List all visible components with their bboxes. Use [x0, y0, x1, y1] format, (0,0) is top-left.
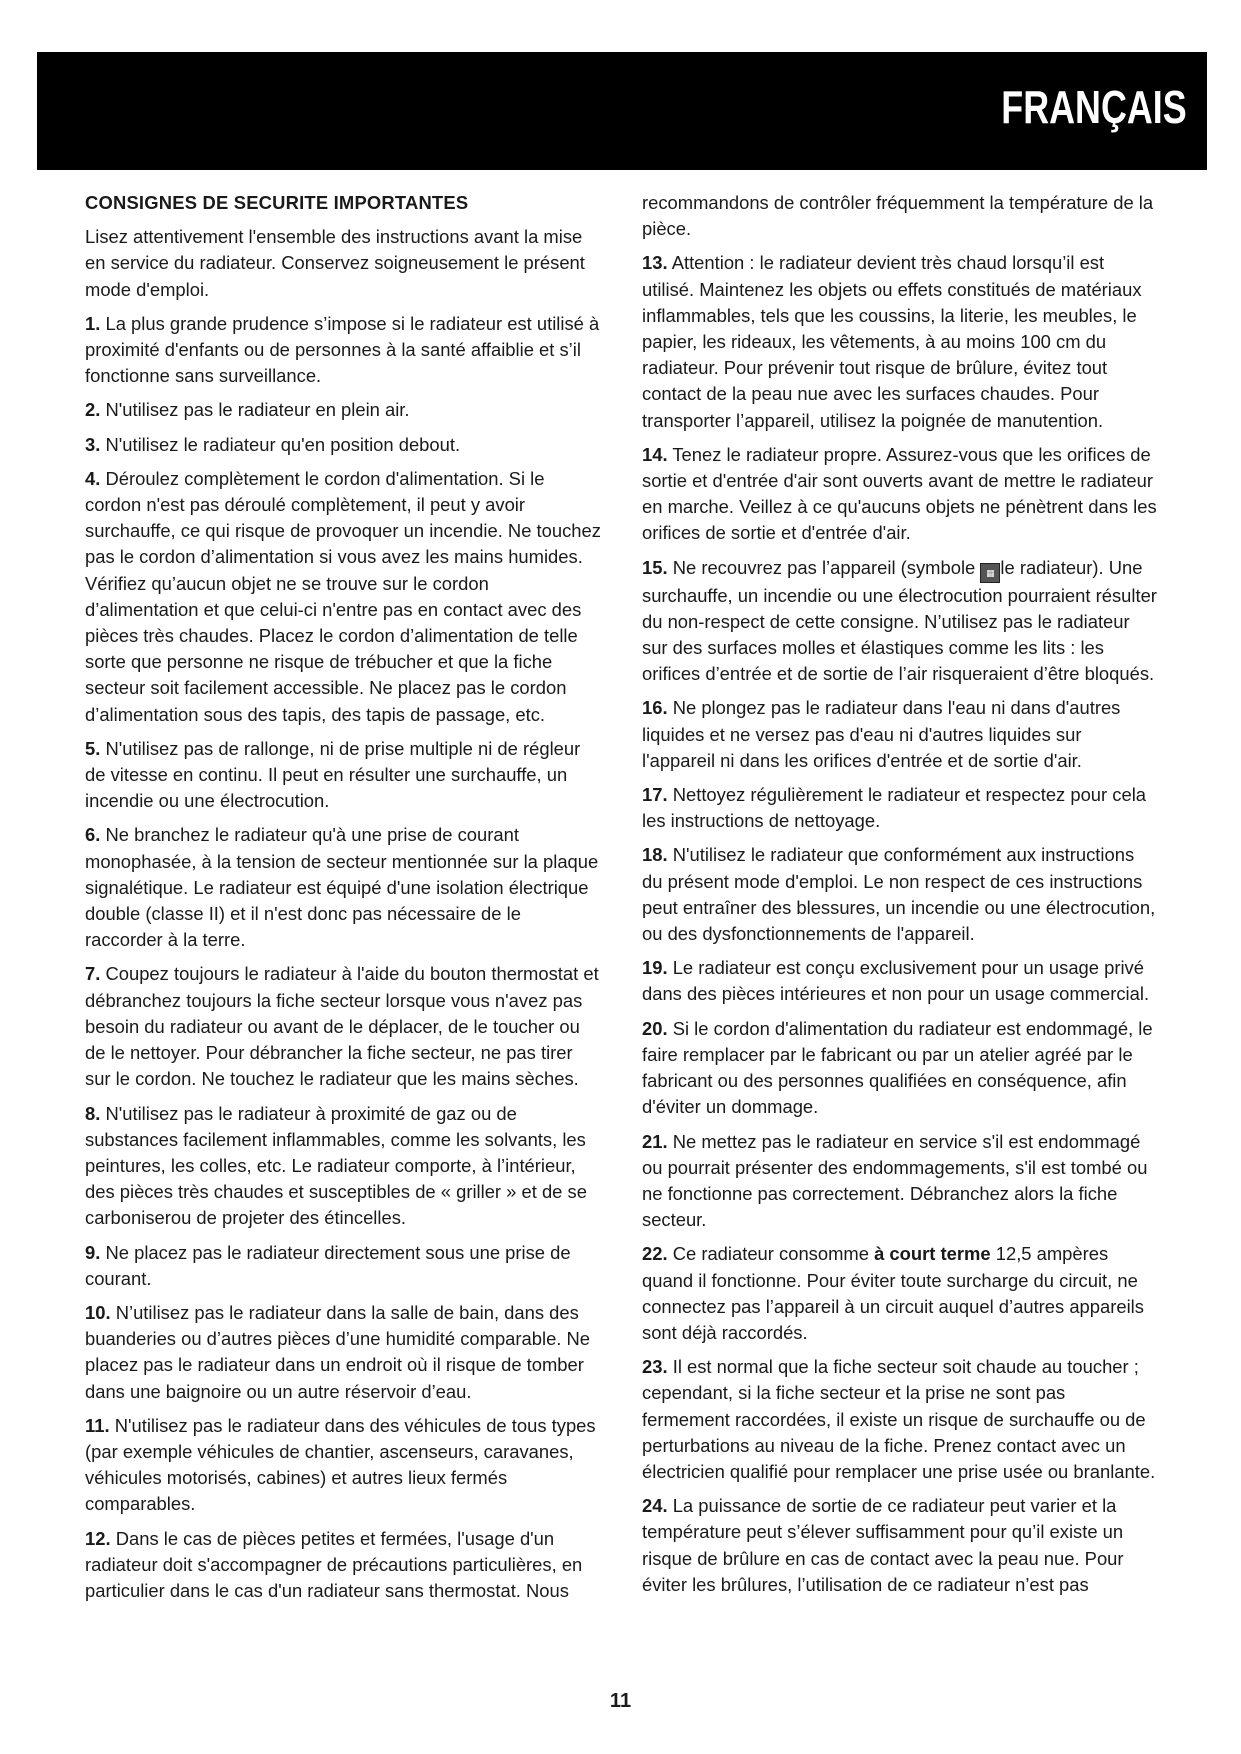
- item-number: 19.: [642, 957, 668, 979]
- item-text: Coupez toujours le radiateur à l'aide du bouton thermostat et débranchez toujours la fiche secteur lorsque vous n'avez pas besoin du radiateur ou avant de le déplacer, de le toucher ou de le nettoyer. Pour débrancher la fiche secteur, ne pas tirer sur le cordon. Ne touchez le radiateur que les mains sèches.: [85, 963, 599, 1090]
- safety-item-18: [642, 842, 1158, 947]
- page-number: 11: [609, 1690, 632, 1712]
- safety-item-11: [85, 1413, 601, 1518]
- item-number: 10.: [85, 1301, 111, 1323]
- item-text: Déroulez complètement le cordon d'alimentation. Si le cordon n'est pas déroulé complètement, il peut y avoir surchauffe, ce qui risque de provoquer un incendie. Ne touchez pas le cordon d’alimentation si vous avez les mains humides. Vérifiez qu’aucun objet ne se trouve sur le cordon d’alimentation et que celui-ci n'entre pas en contact avec des pièces très chaudes. Placez le cordon d’alimentation de telle sorte que personne ne risque de trébucher et que la fiche secteur soit facilement accessible. Ne placez pas le cordon d’alimentation sous des tapis, des tapis de passage, etc.: [85, 467, 601, 725]
- item-text: N'utilisez le radiateur qu'en position debout.: [105, 433, 461, 455]
- safety-item-2: [85, 397, 601, 423]
- item-text: N'utilisez pas de rallonge, ni de prise multiple ni de régleur de vitesse en continu. Il peut en résulter une surchauffe, un incendie ou une électrocution.: [85, 737, 581, 812]
- emphasis-text: à court terme: [874, 1243, 991, 1265]
- safety-item-22: [642, 1241, 1158, 1346]
- item-number: 5.: [85, 737, 101, 759]
- item-text: Ne plongez pas le radiateur dans l'eau ni dans d'autres liquides et ne versez pas d'eau ni d'autres liquides sur l'appareil ni dans les orifices d'entrée et de sortie d'air.: [642, 697, 1121, 771]
- right-column: [642, 190, 1158, 1606]
- item-text: La puissance de sortie de ce radiateur peut varier et la température peut s’élever suffisamment pour qu’il existe un risque de brûlure en cas de contact avec la peau nue. Pour éviter les brûlures, l’utilisation de ce radiateur n’est pas: [642, 1495, 1124, 1595]
- safety-item-20: [642, 1016, 1158, 1121]
- item-number: 23.: [642, 1356, 668, 1378]
- safety-item-23: [642, 1354, 1158, 1485]
- section-heading: CONSIGNES DE SECURITE IMPORTANTES: [85, 192, 469, 213]
- item-text: Ne placez pas le radiateur directement sous une prise de courant.: [85, 1241, 571, 1289]
- safety-item-12: [85, 1526, 601, 1605]
- item-text: Nettoyez régulièrement le radiateur et respectez pour cela les instructions de nettoyage.: [642, 784, 1147, 832]
- safety-item-15: [642, 555, 1158, 688]
- safety-item-4: [85, 466, 601, 728]
- safety-item-3: [85, 432, 601, 458]
- language-header-bar: [37, 52, 1207, 170]
- item-text: Ne mettez pas le radiateur en service s'il est endommagé ou pourrait présenter des endommagements, s'il est tombé ou ne fonctionne pas correctement. Débranchez alors la fiche secteur.: [642, 1130, 1148, 1231]
- safety-item-24: [642, 1493, 1158, 1598]
- do-not-cover-symbol-icon: ▦: [980, 563, 1000, 583]
- item-number: 4.: [85, 467, 101, 489]
- item-text: N'utilisez pas le radiateur dans des véhicules de tous types (par exemple véhicules de chantier, ascenseurs, caravanes, véhicules motorisés, cabines) et autres lieux fermés comparables.: [85, 1414, 596, 1515]
- safety-item-6: [85, 822, 601, 953]
- item-text: Ne branchez le radiateur qu'à une prise de courant monophasée, à la tension de secteur mentionnée sur la plaque signalétique. Le radiateur est équipé d'une isolation électrique double (classe II) et il n'est donc pas nécessaire de le raccorder à la terre.: [85, 824, 599, 951]
- safety-item-9: [85, 1240, 601, 1292]
- item-number: 3.: [85, 433, 101, 455]
- safety-item-14: [642, 442, 1158, 547]
- item-number: 24.: [642, 1495, 668, 1517]
- item-text: le radiateur). Une surchauffe, un incendie ou une électrocution pourraient résulter du non-respect de cette consigne. N’utilisez pas le radiateur sur des surfaces molles et élastiques comme les lits : les orifices d’entrée et de sortie de l’air risqueraient d’être bloqués.: [642, 556, 1157, 685]
- item-text: Si le cordon d'alimentation du radiateur est endommagé, le faire remplacer par le fabricant ou par un atelier agréé par le fabricant ou des personnes qualifiées en conséquence, afin d'éviter un dommage.: [642, 1017, 1153, 1118]
- item-number: 12.: [85, 1527, 111, 1549]
- item-number: 9.: [85, 1241, 101, 1263]
- item-number: 6.: [85, 824, 101, 846]
- item-text-start: Ne recouvrez pas l’appareil (symbole: [672, 556, 976, 578]
- intro-paragraph: Lisez attentivement l'ensemble des instructions avant la mise en service du radiateur. Conservez soigneusement le présent mode d'emploi.: [85, 226, 585, 300]
- left-column: [85, 190, 601, 1612]
- item-number: 14.: [642, 443, 668, 465]
- safety-item-19: [642, 955, 1158, 1007]
- safety-item-21: [642, 1129, 1158, 1234]
- item-number: 16.: [642, 697, 668, 719]
- item-text: Il est normal que la fiche secteur soit chaude au toucher ; cependant, si la fiche secteur et la prise ne sont pas fermement raccordées, il existe un risque de surchauffe ou de perturbations au niveau de la fiche. Prenez contact avec un électricien qualifié pour remplacer une prise usée ou branlante.: [642, 1356, 1156, 1482]
- item-number: 7.: [85, 963, 101, 985]
- safety-item-13: [642, 250, 1158, 433]
- safety-item-7: [85, 961, 601, 1092]
- item-text: N'utilisez le radiateur que conformément aux instructions du présent mode d'emploi. Le non respect de ces instructions peut entraîner des blessures, un incendie ou une électrocution, ou des dysfonctionnements de l'appareil.: [642, 844, 1156, 945]
- safety-item-16: [642, 695, 1158, 774]
- item-text: 12,5 ampères quand il fonctionne. Pour éviter toute surcharge du circuit, ne connectez pas l’appareil à un circuit auquel d’autres appareils sont déjà raccordés.: [642, 1243, 1144, 1343]
- item-number: 11.: [85, 1414, 110, 1436]
- item-text: Dans le cas de pièces petites et fermées, l'usage d'un radiateur doit s'accompagner de précautions particulières, en particulier dans le cas d'un radiateur sans thermostat. Nous: [85, 1527, 583, 1601]
- item-number: 1.: [85, 312, 101, 334]
- item-text: N'utilisez pas le radiateur en plein air.: [105, 399, 410, 421]
- item-text-start: Ce radiateur consomme: [672, 1243, 869, 1265]
- item-number: 15.: [642, 556, 668, 578]
- language-title: FRANÇAIS: [1001, 81, 1187, 133]
- continued-paragraph: recommandons de contrôler fréquemment la température de la pièce.: [642, 192, 1154, 240]
- item-text: Le radiateur est conçu exclusivement pour un usage privé dans des pièces intérieures et non pour un usage commercial.: [642, 957, 1150, 1005]
- item-number: 17.: [642, 784, 668, 806]
- item-text: La plus grande prudence s’impose si le radiateur est utilisé à proximité d'enfants ou de personnes à la santé affaiblie et s’il fonctionne sans surveillance.: [85, 312, 600, 387]
- safety-item-8: [85, 1101, 601, 1232]
- safety-item-5: [85, 736, 601, 815]
- safety-item-10: [85, 1300, 601, 1405]
- item-number: 20.: [642, 1017, 668, 1039]
- item-text: N’utilisez pas le radiateur dans la salle de bain, dans des buanderies ou d’autres pièces d’une humidité comparable. Ne placez pas le radiateur dans un endroit où il risque de tomber dans une baignoire ou un autre réservoir d’eau.: [85, 1301, 591, 1402]
- item-text: Attention : le radiateur devient très chaud lorsqu’il est utilisé. Maintenez les objets ou effets constitués de matériaux inflammables, tels que les coussins, la literie, les meubles, le papier, les rideaux, les vêtements, à au moins 100 cm du radiateur. Pour prévenir tout risque de brûlure, évitez tout contact de la peau nue avec les surfaces chaudes. Pour transporter l’appareil, utilisez la poignée de manutention.: [642, 252, 1142, 431]
- safety-item-1: [85, 311, 601, 390]
- item-number: 8.: [85, 1102, 101, 1124]
- item-text: Tenez le radiateur propre. Assurez-vous que les orifices de sortie et d'entrée d'air sont ouverts avant de mettre le radiateur en marche. Veillez à ce qu'aucuns objets ne pénètrent dans les orifices de sortie et d'entrée d'air.: [642, 443, 1157, 544]
- item-number: 18.: [642, 844, 668, 866]
- item-number: 22.: [642, 1243, 668, 1265]
- item-number: 13.: [642, 252, 668, 274]
- safety-item-17: [642, 782, 1158, 834]
- item-number: 21.: [642, 1130, 668, 1152]
- item-number: 2.: [85, 399, 101, 421]
- item-text: N'utilisez pas le radiateur à proximité de gaz ou de substances facilement inflammables, comme les solvants, les peintures, les colles, etc. Le radiateur comporte, à l’intérieur, des pièces très chaudes et susceptibles de « griller » et de se carboniserou de projeter des étincelles.: [85, 1102, 587, 1229]
